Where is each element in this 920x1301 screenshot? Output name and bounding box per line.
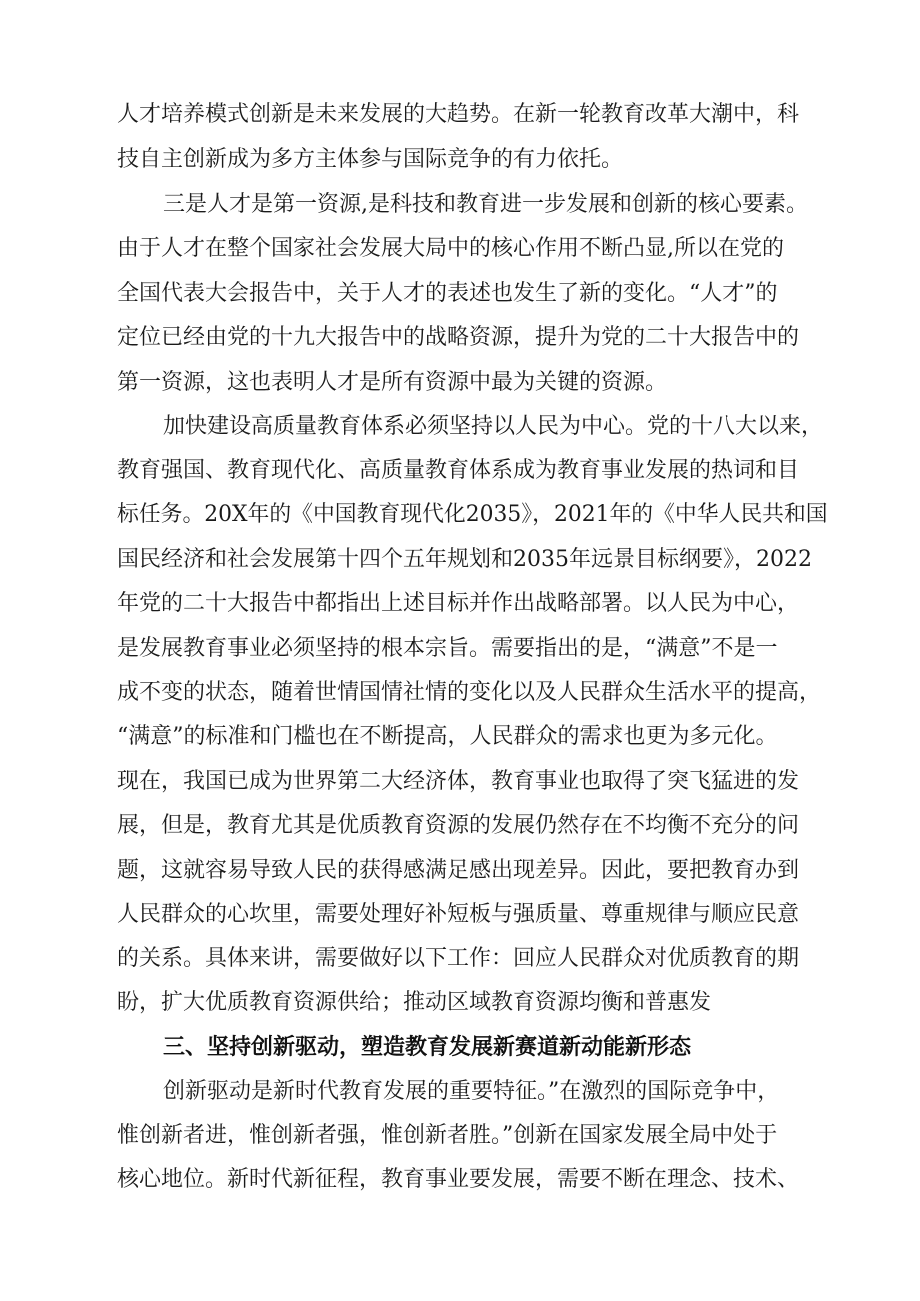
paragraph-line: 盼，扩大优质教育资源供给；推动区域教育资源均衡和普惠发 [117, 990, 712, 1015]
paragraph-line: 标任务。20X年的《中国教育现代化2035》，2021年的《中华人民共和国 [117, 502, 828, 527]
paragraph-line: 第一资源，这也表明人才是所有资源中最为关键的资源。 [117, 370, 668, 395]
paragraph-line: 题，这就容易导致人民的获得感满足感出现差异。因此，要把教育办到 [117, 858, 800, 883]
paragraph-line: 人才培养模式创新是未来发展的大趋势。在新一轮教育改革大潮中，科 [117, 102, 800, 127]
paragraph-line: 国民经济和社会发展第十四个五年规划和2035年远景目标纲要》，2022 [117, 547, 812, 572]
paragraph-line: 加快建设高质量教育体系必须坚持以人民为中心。党的十八大以来， [163, 414, 824, 439]
section-heading: 三、坚持创新驱动，塑造教育发展新赛道新动能新形态 [163, 1035, 692, 1060]
paragraph-line: 现在，我国已成为世界第二大经济体，教育事业也取得了突飞猛进的发 [117, 769, 800, 794]
paragraph-line: 成不变的状态，随着世情国情社情的变化以及人民群众生活水平的提高， [117, 680, 822, 705]
paragraph-line: 是发展教育事业必须坚持的根本宗旨。需要指出的是，“满意”不是一 [117, 636, 778, 661]
paragraph-line: 由于人才在整个国家社会发展大局中的核心作用不断凸显,所以在党的 [117, 236, 784, 261]
paragraph-line: 创新驱动是新时代教育发展的重要特征。”在激烈的国际竞争中， [163, 1079, 780, 1104]
paragraph-line: 三是人才是第一资源,是科技和教育进一步发展和创新的核心要素。 [163, 192, 808, 217]
paragraph-line: 全国代表大会报告中，关于人才的表述也发生了新的变化。“人才”的 [117, 281, 778, 306]
paragraph-line: 定位已经由党的十九大报告中的战略资源，提升为党的二十大报告中的 [117, 325, 800, 350]
paragraph-line: 惟创新者进，惟创新者强，惟创新者胜。”创新在国家发展全局中处于 [117, 1123, 778, 1148]
paragraph-line: 的关系。具体来讲，需要做好以下工作：回应人民群众对优质教育的期 [117, 946, 800, 971]
paragraph-line: 人民群众的心坎里，需要处理好补短板与强质量、尊重规律与顺应民意 [117, 902, 800, 927]
paragraph-line: “满意”的标准和门槛也在不断提高，人民群众的需求也更为多元化。 [117, 724, 778, 749]
paragraph-line: 年党的二十大报告中都指出上述目标并作出战略部署。以人民为中心， [117, 591, 800, 616]
paragraph-line: 核心地位。新时代新征程，教育事业要发展，需要不断在理念、技术、 [117, 1167, 800, 1192]
paragraph-line: 展，但是，教育尤其是优质教育资源的发展仍然存在不均衡不充分的问 [117, 813, 800, 838]
paragraph-line: 技自主创新成为多方主体参与国际竞争的有力依托。 [117, 147, 624, 172]
paragraph-line: 教育强国、教育现代化、高质量教育体系成为教育事业发展的热词和目 [117, 458, 800, 483]
